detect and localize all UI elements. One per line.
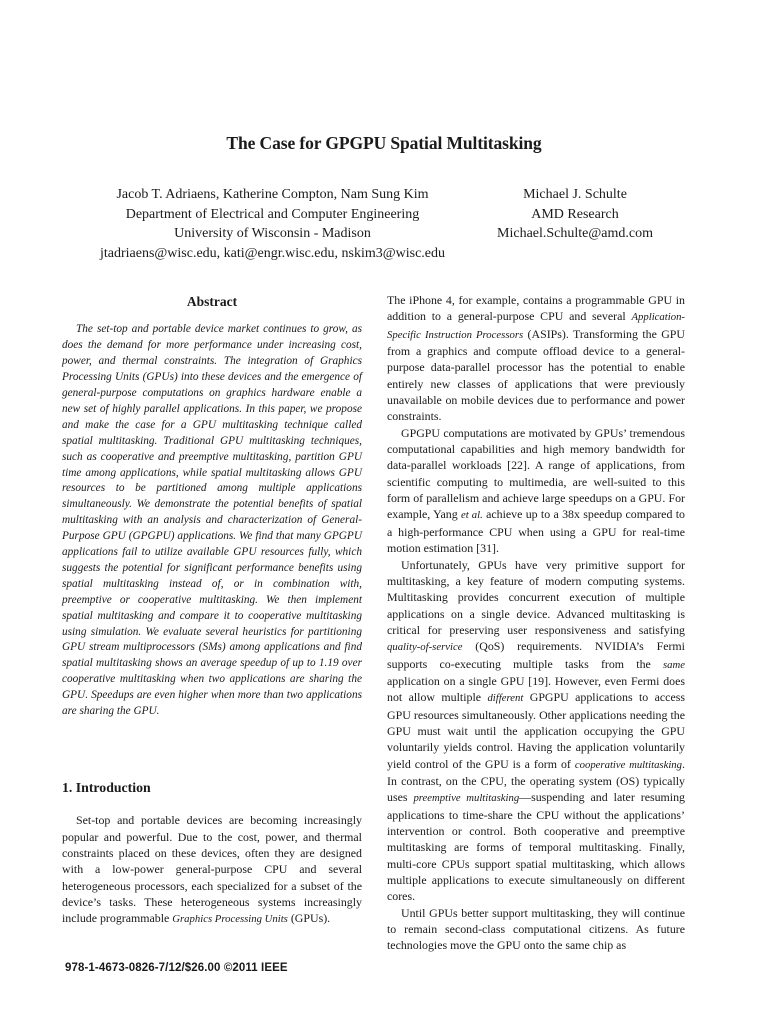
- author-department: Department of Electrical and Computer Engineering: [125, 206, 420, 222]
- text-run: . In contrast, on the CPU, the operating system (OS) typically uses: [387, 756, 685, 805]
- text-run: Unfortunately, GPUs have very primitive support for multitasking, a key feature of modern computing systems. Multitasking provides concurrent execution of multiple applications on a single device. Advanced multitasking is critical for preserving user responsiveness and satisfying: [387, 557, 685, 637]
- right-column: [387, 292, 685, 954]
- author-block-secondary: [470, 185, 680, 244]
- emphasis-text: et al.: [461, 509, 483, 522]
- author-email: Michael.Schulte@amd.com: [497, 226, 653, 241]
- emphasis-text: quality-of-service: [387, 641, 463, 654]
- text-run: application on a single GPU [19]. However, even Fermi does not allow multiple: [387, 673, 685, 705]
- text-run: achieve up to a 38x speedup compared to a high-performance CPU when using a GPU for real-time motion estimation [31].: [387, 507, 685, 556]
- copyright-footer: 978-1-4673-0826-7/12/$26.00 ©2011 IEEE: [65, 962, 288, 974]
- emphasis-text: preemptive multitasking: [413, 792, 520, 805]
- text-run: (ASIPs). Transforming the GPU from a graphics and compute offload device to a general-purpose data-parallel processor has the potential to enable entirely new classes of applications that were previously unavailable on mobile devices due to performance and power constraints.: [387, 326, 685, 424]
- abstract-heading: Abstract: [186, 294, 238, 309]
- text-run: GPGPU computations are motivated by GPUs’ tremendous computational capabilities and high memory bandwidth for data-parallel workloads [22]. A range of applications, from scientific computing to multimedia, are well-suited to this form of parallelism and achieve large speedups on a GPU. For example, Yang: [387, 425, 685, 522]
- text-run: GPGPU applications to access GPU resources simultaneously. Other applications needing the GPU must wait until the application occupying the GPU voluntarily yields control. Having the application voluntarily yield control of the GPU is a form of: [387, 690, 685, 771]
- text-run: (QoS) requirements. NVIDIA’s Fermi supports co-executing multiple tasks from the: [387, 639, 685, 671]
- introduction-paragraph: [62, 812, 362, 927]
- author-university: University of Wisconsin - Madison: [174, 226, 371, 241]
- emphasis-text: cooperative multitasking: [574, 758, 683, 771]
- text-run: —suspending and later resuming applications to time-share the CPU without the applications’ intervention or control. Both cooperative and preemptive multitasking are forms of temporal multitasking. Finally, multi-core CPUs support spatial multitasking, which allows multiple applications to execute simultaneously on different cores.: [387, 790, 685, 904]
- author-emails: jtadriaens@wisc.edu, kati@engr.wisc.edu, nskim3@wisc.edu: [99, 245, 446, 261]
- text-run: Set-top and portable devices are becoming increasingly popular and powerful. Due to the cost, power, and thermal constraints placed on these devices, often they are designed with a low-power general-purpose CPU and several heterogeneous processors, each specialized for a subset of the device’s tasks. These heterogeneous systems increasingly include programmable: [62, 813, 362, 926]
- text-run: (GPUs).: [287, 911, 331, 926]
- abstract-text: The set-top and portable device market continues to grow, as does the demand for more performance under increasing cost, power, and thermal constraints. The integration of Graphics Processing Units (GPUs) into these devices and the emergence of general-purpose computations on graphics hardware enable a new set of highly parallel applications. In this paper, we propose and make the case for a GPU multitasking technique called spatial multitasking. Traditional GPU multitasking techniques, such as cooperative and preemptive multitasking, partition GPU time among applications, while spatial multitasking allows GPU resources to be partitioned among multiple applications simultaneously. We demonstrate the potential benefits of spatial multitasking with an analysis and characterization of General-Purpose GPU (GPGPU) applications. We find that many GPGPU applications fail to utilize available GPU resources fully, which suggests the potential for significant performance benefits using spatial multitasking instead of, or in combination with, preemptive or cooperative multitasking. We then implement spatial multitasking and compare it to cooperative multitasking using simulation. We evaluate several heuristics for partitioning GPU stream multiprocessors (SMs) among applications and find spatial multitasking shows an average speedup of up to 1.19 over cooperative multitasking when two applications are sharing the GPU. Speedups are even higher when more than two applications are sharing the GPU.: [62, 323, 362, 718]
- emphasis-text: Application-Specific Instruction Processors: [387, 311, 685, 341]
- author-name: Michael J. Schulte: [523, 187, 627, 202]
- emphasis-text: different: [487, 692, 524, 705]
- body-paragraph-2: [387, 425, 685, 557]
- text-run: The iPhone 4, for example, contains a programmable GPU in addition to a general-purpose CPU and several: [387, 293, 685, 324]
- emphasis-text: same: [663, 658, 685, 671]
- author-block-primary: [60, 185, 485, 263]
- left-column: [62, 294, 362, 928]
- body-paragraph-4: Until GPUs better support multitasking, they will continue to remain second-class computational citizens. As future technologies move the GPU onto the same chip as: [387, 905, 685, 953]
- paper-title: The Case for GPGPU Spatial Multitasking: [226, 133, 542, 153]
- body-paragraph-3: [387, 557, 685, 905]
- author-names: Jacob T. Adriaens, Katherine Compton, Nam Sung Kim: [116, 187, 429, 202]
- author-org: AMD Research: [531, 206, 619, 222]
- body-paragraph-1: [387, 292, 685, 425]
- introduction-heading: 1. Introduction: [62, 780, 151, 795]
- emphasis-text: Graphics Processing Units: [172, 913, 288, 926]
